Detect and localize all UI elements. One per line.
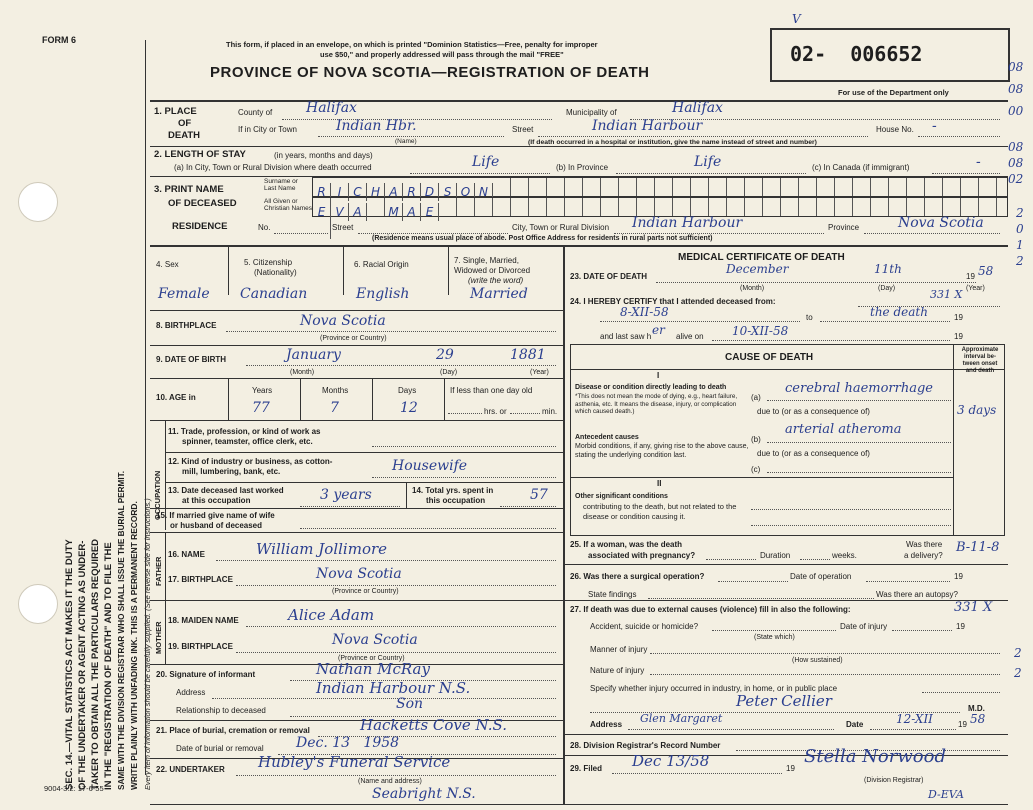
- s8-label: 8. BIRTHPLACE: [156, 321, 217, 330]
- margin-code: 08: [1008, 82, 1024, 96]
- given-letter: M: [385, 203, 403, 221]
- sidebar-line-2: OF THE UNDERTAKER OR AGENT ACTING AS UNDER-: [77, 540, 88, 790]
- informant-value: Nathan McRay: [316, 660, 430, 678]
- s20-label: 20. Signature of informant: [156, 670, 256, 679]
- birthplace-value: Nova Scotia: [300, 313, 386, 329]
- surname-letter: R: [313, 183, 331, 201]
- s3-label: 3. PRINT NAME: [154, 184, 224, 195]
- s7-note: (write the word): [468, 276, 524, 285]
- s28-label: 28. Division Registrar's Record Number: [570, 741, 721, 750]
- surname-letter: R: [403, 183, 421, 201]
- residence-street-label: Street: [332, 223, 354, 232]
- margin-code: 08: [1008, 60, 1024, 74]
- given-label-2: Christian Names: [264, 205, 313, 212]
- s25-duration-label: Duration: [760, 551, 791, 560]
- dob-day-value: 29: [436, 347, 454, 363]
- form-code: 9004-3.2: 17-6-55: [44, 784, 104, 793]
- other-significant-note: contributing to the death, but not related to the disease or condition causing it.: [583, 502, 737, 521]
- s3-label-b: OF DECEASED: [168, 198, 237, 209]
- s27-place-label: Specify whether injury occurred in industry, in home, or in public place: [590, 684, 838, 693]
- s2a-label: (a) In City, Town or Rural Division where death occurred: [174, 163, 372, 172]
- sidebar-line-3: TAKER TO OBTAIN ALL THE PARTICULARS REQUIRED: [90, 538, 101, 790]
- s1-label-of: OF: [178, 118, 192, 129]
- s12-label: 12. Kind of industry or business, as cotton-: [168, 457, 333, 466]
- municipality-value: Halifax: [672, 100, 723, 116]
- s27-manner-label: Manner of injury: [590, 645, 648, 654]
- cod-a-label: (a): [751, 393, 761, 402]
- s17-label: 17. BIRTHPLACE: [168, 575, 233, 584]
- institution-note: (If death occurred in a hospital or institution, give the name instead of street and number): [528, 139, 817, 146]
- cause-of-death-title: CAUSE OF DEATH: [725, 352, 814, 363]
- margin-code: 00: [1008, 104, 1024, 118]
- racial-origin-value: English: [356, 286, 410, 302]
- margin-code: 2: [1014, 666, 1022, 680]
- s20-relationship-label: Relationship to deceased: [176, 706, 266, 715]
- relationship-value: Son: [396, 696, 424, 712]
- residence-province-value: Nova Scotia: [898, 215, 984, 231]
- residence-note: (Residence means usual place of abode. Post Office Address for residents in rural parts not sufficient): [372, 235, 713, 242]
- last-worked-value: 3 years: [320, 487, 372, 503]
- s7-label-b: Widowed or Divorced: [454, 266, 531, 275]
- s19-label: 19. BIRTHPLACE: [168, 642, 233, 651]
- given-letter: A: [349, 203, 367, 221]
- s29-year: 19: [786, 764, 795, 773]
- s10-less-label: If less than one day old: [450, 386, 533, 395]
- filed-date-value: Dec 13/58: [632, 752, 710, 770]
- attended-to-value: the death: [870, 305, 928, 319]
- part-ii-label: II: [657, 479, 662, 488]
- s26-autopsy-label: Was there an autopsy?: [876, 590, 958, 599]
- s25-label: 25. If a woman, was the death: [570, 540, 683, 549]
- residence-city-value: Indian Harbour: [632, 215, 743, 231]
- margin-code: 08: [1008, 156, 1024, 170]
- s25-weeks-label: weeks.: [832, 551, 857, 560]
- external-cause-code: 331 X: [954, 600, 993, 615]
- s15-label-b: or husband of deceased: [170, 521, 263, 530]
- dob-day-note: (Day): [440, 369, 458, 376]
- interval-a-value: 3 days: [957, 403, 997, 417]
- city-label: If in City or Town: [238, 125, 297, 134]
- cause-of-death-box: [570, 344, 1005, 536]
- residence-province-label: Province: [828, 223, 860, 232]
- stay-b-value: Life: [694, 154, 722, 170]
- margin-code: 02: [1008, 172, 1024, 186]
- md-year-value: 58: [970, 712, 986, 726]
- cause-a-value: cerebral haemorrhage: [785, 381, 933, 396]
- dob-month-note: (Month): [290, 369, 315, 376]
- cod-due-2: due to (or as a consequence of): [757, 449, 870, 458]
- registration-number-box: [770, 28, 1010, 82]
- given-letter: [367, 198, 385, 216]
- death-day-note: (Day): [878, 285, 896, 292]
- street-label: Street: [512, 125, 534, 134]
- s8-note: (Province or Country): [320, 335, 387, 342]
- s24-label: 24. I HEREBY CERTIFY that I attended deceased from:: [570, 297, 776, 306]
- s13-label: 13. Date deceased last worked: [168, 486, 284, 495]
- cod-due-1: due to (or as a consequence of): [757, 407, 870, 416]
- sidebar-line-5: SAME WITH THE DIVISION REGISTRAR WHO SHALL ISSUE THE BURIAL PERMIT.: [117, 470, 126, 790]
- registration-number: 02- 006652: [790, 42, 923, 66]
- s4-label: 4. Sex: [156, 260, 179, 269]
- undertaker-value: Hubley's Funeral Service: [258, 753, 451, 771]
- surname-letter: A: [385, 183, 403, 201]
- s29-label: 29. Filed: [570, 764, 603, 773]
- punch-hole-top: [18, 182, 58, 222]
- top-check-mark: V: [792, 12, 801, 26]
- father-birthplace-value: Nova Scotia: [316, 566, 402, 582]
- s22-note: (Name and address): [358, 778, 422, 785]
- cod-c-label: (c): [751, 465, 761, 474]
- occupation-label: OCCUPATION: [153, 470, 162, 520]
- s26-label: 26. Was there a surgical operation?: [570, 572, 705, 581]
- s26-findings-label: State findings: [588, 590, 637, 599]
- punch-hole-bottom: [18, 584, 58, 624]
- last-seen-value: 10-XII-58: [732, 324, 789, 338]
- bottom-corner-mark: D-EVA: [928, 788, 964, 801]
- s20-address-label: Address: [176, 688, 206, 697]
- last-saw-pronoun: er: [652, 323, 665, 337]
- residence-city-label: City, Town or Rural Division: [512, 223, 610, 232]
- s25-delivery-label: a delivery?: [904, 551, 943, 560]
- department-use-label: For use of the Department only: [838, 88, 949, 97]
- s21-date-label: Date of burial or removal: [176, 744, 264, 753]
- delivery-code-value: B-11-8: [956, 540, 1000, 555]
- s11-label: 11. Trade, profession, or kind of work as: [168, 427, 321, 436]
- burial-date-value: Dec. 13 1958: [296, 735, 400, 751]
- s19-note: (Province or Country): [338, 655, 405, 662]
- s18-label: 18. MAIDEN NAME: [168, 616, 239, 625]
- part-i-label: I: [657, 371, 660, 380]
- md-address-value: Glen Margaret: [640, 712, 723, 725]
- s14-label: 14. Total yrs. spent in: [412, 486, 494, 495]
- mother-label: MOTHER: [154, 621, 163, 654]
- s26-year: 19: [954, 572, 963, 581]
- county-label: County of: [238, 108, 273, 117]
- md-date-label: Date: [846, 720, 864, 729]
- house-value: -: [932, 118, 937, 134]
- physician-signature: Peter Cellier: [736, 692, 832, 710]
- postal-note-1: This form, if placed in an envelope, on which is printed "Dominion Statistics—Free, penalty for improper: [226, 40, 598, 49]
- citizenship-value: Canadian: [240, 286, 308, 302]
- age-years-value: 77: [252, 400, 270, 416]
- surname-letter: C: [349, 183, 367, 201]
- antecedent-note: Morbid conditions, if any, giving rise to the above cause, stating the underlying condition last.: [575, 443, 749, 459]
- s5-note: (Nationality): [254, 268, 297, 277]
- surname-letter: D: [421, 183, 439, 201]
- surname-letter: S: [439, 183, 457, 201]
- interval-label: Approximate interval be- tween onset and death: [961, 347, 999, 374]
- s11-label-b: spinner, teamster, office clerk, etc.: [182, 437, 313, 446]
- s21-label: 21. Place of burial, cremation or removal: [156, 726, 310, 735]
- s27-nature-label: Nature of injury: [590, 666, 645, 675]
- s9-label: 9. DATE OF BIRTH: [156, 355, 227, 364]
- s2c-label: (c) In Canada (if immigrant): [812, 163, 910, 172]
- mother-birthplace-value: Nova Scotia: [332, 632, 418, 648]
- s27-label: 27. If death was due to external causes (violence) fill in also the following:: [570, 605, 851, 614]
- s5-label: 5. Citizenship: [244, 258, 293, 267]
- s27-state-which: (State which): [754, 634, 795, 641]
- s1-label-death: DEATH: [168, 130, 201, 141]
- cod-b-label: (b): [751, 435, 761, 444]
- dob-year-note: (Year): [530, 369, 549, 376]
- informant-address-value: Indian Harbour N.S.: [316, 679, 471, 697]
- md-address-label: Address: [590, 720, 623, 729]
- given-label: All Given or: [264, 198, 298, 205]
- sidebar-line-1: SEC. 14.—VITAL STATISTICS ACT MAKES IT THE DUTY: [64, 539, 75, 790]
- s2-label: 2. LENGTH OF STAY: [154, 149, 246, 160]
- sidebar-line-4: IN THE "REGISTRATION OF DEATH" AND TO FILE THE: [103, 542, 114, 790]
- md-date-value: 12-XII: [896, 712, 933, 726]
- undertaker-address-value: Seabright N.S.: [372, 786, 476, 802]
- cod-direct-label: Disease or condition directly leading to death: [575, 384, 727, 391]
- registrar-signature: Stella Norwood: [804, 746, 946, 767]
- s24-last-saw-label: and last saw h: [600, 332, 652, 341]
- s17-note: (Province or Country): [332, 588, 399, 595]
- city-name-note: (Name): [395, 138, 417, 145]
- age-days-value: 12: [400, 400, 418, 416]
- sidebar-line-7: Every item of information should be carefully supplied. (See reverse side for instructions.): [143, 498, 152, 790]
- given-letter: E: [421, 203, 439, 221]
- margin-code: 2: [1016, 206, 1024, 220]
- burial-place-value: Hacketts Cove N.S.: [360, 716, 507, 734]
- s12-label-b: mill, lumbering, bank, etc.: [182, 467, 281, 476]
- surname-letter: N: [475, 183, 493, 201]
- surname-letter: O: [457, 183, 475, 201]
- given-letter: A: [403, 203, 421, 221]
- father-name-value: William Jollimore: [256, 540, 388, 558]
- death-year-note: (Year): [966, 285, 985, 292]
- s16-label: 16. NAME: [168, 550, 205, 559]
- death-day-value: 11th: [874, 262, 902, 276]
- s29-registrar-note: (Division Registrar): [864, 777, 924, 784]
- age-months-label: Months: [322, 386, 349, 395]
- s7-label: 7. Single, Married,: [454, 256, 519, 265]
- dob-year-value: 1881: [510, 347, 546, 363]
- s25-label-b: associated with pregnancy?: [588, 551, 696, 560]
- dob-month-value: January: [286, 347, 341, 363]
- s25-was-there-label: Was there: [906, 540, 943, 549]
- s24-alive-label: alive on: [676, 332, 704, 341]
- s23-label: 23. DATE OF DEATH: [570, 272, 648, 281]
- surname-letter: I: [331, 183, 349, 201]
- margin-code: 08: [1008, 140, 1024, 154]
- margin-code: 2: [1014, 646, 1022, 660]
- form-title: PROVINCE OF NOVA SCOTIA—REGISTRATION OF DEATH: [210, 64, 650, 81]
- county-value: Halifax: [306, 100, 357, 116]
- age-years-label: Years: [252, 386, 273, 395]
- s26-date-label: Date of operation: [790, 572, 852, 581]
- attended-from-value: 8-XII-58: [620, 305, 669, 319]
- antecedent-label: Antecedent causes: [575, 434, 639, 441]
- sidebar-line-6: WRITE PLAINLY WITH UNFADING INK. THIS IS A PERMANENT RECORD.: [129, 501, 139, 790]
- s2-note: (in years, months and days): [274, 151, 373, 160]
- residence-label: RESIDENCE: [172, 221, 228, 232]
- mother-name-value: Alice Adam: [288, 606, 375, 624]
- md-label: M.D.: [968, 704, 985, 713]
- other-significant-label: Other significant conditions: [575, 493, 668, 500]
- cause-b-value: arterial atheroma: [785, 422, 902, 437]
- s15-label: 15. If married give name of wife: [156, 511, 275, 520]
- s24-year-2: 19: [954, 332, 963, 341]
- municipality-label: Municipality of: [566, 108, 617, 117]
- surname-boxes: [312, 177, 1008, 197]
- s27-how-sustained: (How sustained): [792, 657, 843, 664]
- death-month-value: December: [726, 262, 789, 276]
- md-date-year-prefix: 19: [958, 720, 967, 729]
- s10-label: 10. AGE in: [156, 393, 196, 402]
- margin-code: 2: [1016, 254, 1024, 268]
- stay-c-value: -: [976, 154, 981, 170]
- total-years-value: 57: [530, 487, 548, 503]
- city-value: Indian Hbr.: [336, 118, 417, 134]
- s27-accident-label: Accident, suicide or homicide?: [590, 622, 699, 631]
- marital-value: Married: [470, 286, 528, 302]
- s14-label-b: this occupation: [426, 496, 486, 505]
- s24-year-1: 19: [954, 313, 963, 322]
- surname-letter: H: [367, 183, 385, 201]
- s13-label-b: at this occupation: [182, 496, 251, 505]
- form-number: FORM 6: [42, 35, 77, 45]
- s27-year: 19: [956, 622, 965, 631]
- hrs-label: hrs. or: [484, 407, 507, 416]
- death-month-note: (Month): [740, 285, 765, 292]
- death-year-prefix: 19: [966, 272, 975, 281]
- given-letter: E: [313, 203, 331, 221]
- death-year-value: 58: [978, 264, 994, 278]
- sex-value: Female: [158, 286, 210, 302]
- age-months-value: 7: [330, 400, 339, 416]
- given-name-boxes: [312, 197, 1008, 217]
- medical-certificate-title: MEDICAL CERTIFICATE OF DEATH: [678, 252, 845, 263]
- s2b-label: (b) In Province: [556, 163, 609, 172]
- margin-code: 1: [1016, 238, 1024, 252]
- age-days-label: Days: [398, 386, 417, 395]
- margin-code: 0: [1016, 222, 1024, 236]
- given-letter: V: [331, 203, 349, 221]
- s27-external-code: 331 X: [930, 288, 963, 301]
- s27-date-label: Date of injury: [840, 622, 888, 631]
- stay-a-value: Life: [472, 154, 500, 170]
- industry-value: Housewife: [392, 458, 468, 474]
- postal-note-2: use $50," and properly addressed will pass through the mail "FREE": [320, 50, 564, 59]
- min-label: min.: [542, 407, 558, 416]
- s1-label: 1. PLACE: [154, 106, 197, 117]
- s6-label: 6. Racial Origin: [354, 260, 409, 269]
- s22-label: 22. UNDERTAKER: [156, 765, 225, 774]
- s24-to-label: to: [806, 313, 813, 322]
- father-label: FATHER: [154, 556, 163, 586]
- residence-no-label: No.: [258, 223, 271, 232]
- surname-label-2: Last Name: [264, 185, 296, 192]
- cod-direct-note: *This does not mean the mode of dying, e.g., heart failure, asthenia, etc. It means the disease, injury, or complication which caused death.): [575, 393, 738, 415]
- street-value: Indian Harbour: [592, 118, 703, 134]
- surname-label: Surname or: [264, 178, 298, 185]
- house-label: House No.: [876, 125, 914, 134]
